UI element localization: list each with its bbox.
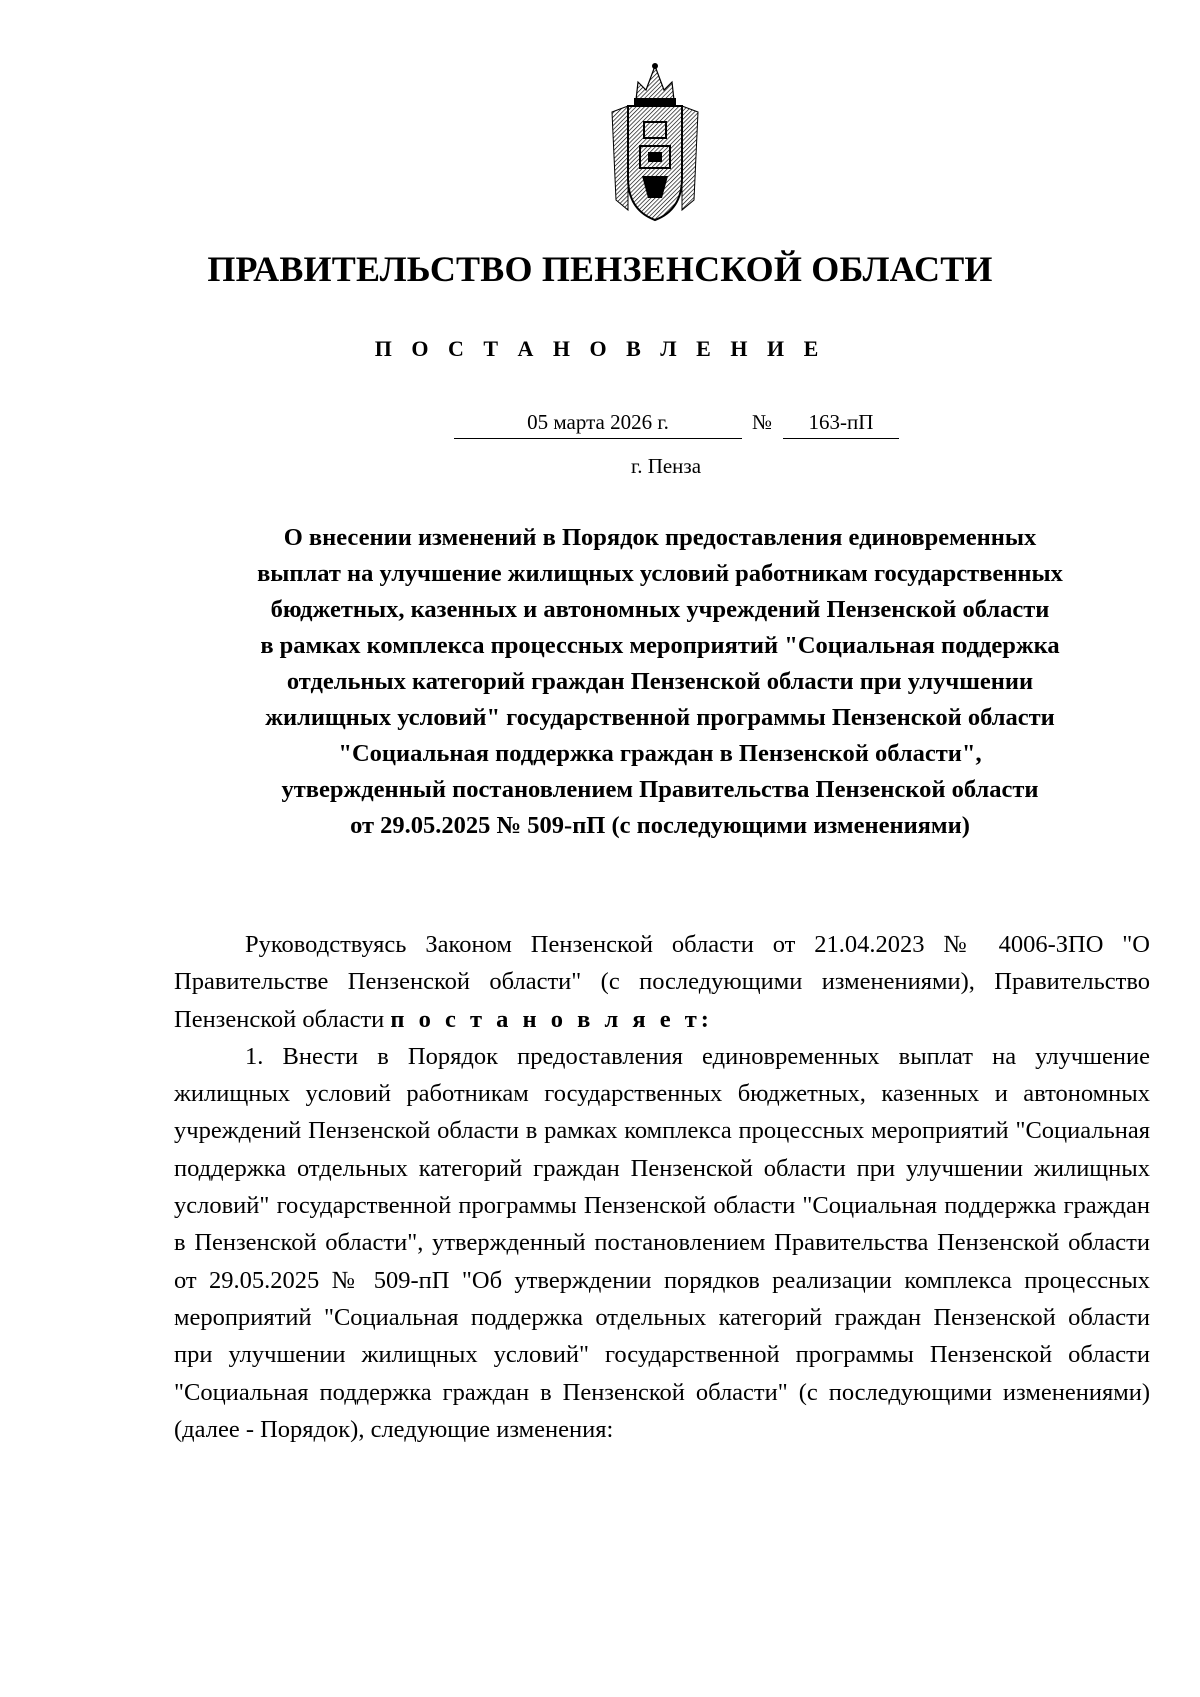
- organization-title: ПРАВИТЕЛЬСТВО ПЕНЗЕНСКОЙ ОБЛАСТИ: [207, 249, 993, 289]
- coat-of-arms-emblem: [606, 60, 704, 222]
- paragraph-item-1: 1. Внести в Порядок предоставления единовременных выплат на улучшение жилищных условий работникам государственных бюджетных, казенных и автономных учреждений Пензенской области в рамках комплекса процессных мероприятий "Социальная поддержка отдельных категорий граждан Пензенской области при улучшении жилищных условий" государственной программы Пензенской области "Социальная поддержка граждан в Пензенской области", утвержденный постановлением Правительства Пензенской области от 29.05.2025 № 509-пП "Об утверждении порядков реализации комплекса процессных мероприятий "Социальная поддержка отдельных категорий граждан Пензенской области при улучшении жилищных условий" государственной программы Пензенской области "Социальная поддержка граждан в Пензенской области" (с последующими изменениями) (далее - Порядок), следующие изменения:: [174, 1042, 1150, 1443]
- subject-line: "Социальная поддержка граждан в Пензенской области",: [338, 740, 982, 767]
- resolution-verb: п о с т а н о в л я е т:: [390, 1005, 713, 1033]
- document-number: 163-пП: [783, 410, 899, 439]
- number-sign: №: [751, 410, 773, 434]
- subject-line: утвержденный постановлением Правительства Пензенской области: [281, 776, 1039, 803]
- document-body: [174, 926, 1150, 1448]
- subject-line: жилищных условий" государственной программы Пензенской области: [265, 704, 1055, 731]
- subject-line: выплат на улучшение жилищных условий работникам государственных: [257, 560, 1063, 587]
- subject-line: отдельных категорий граждан Пензенской области при улучшении: [286, 668, 1034, 695]
- paragraph-preamble: [174, 926, 1150, 1038]
- preamble-text: Руководствуясь Законом Пензенской области от 21.04.2023 № 4006-ЗПО "О Правительстве Пензенской области" (с последующими изменениями), Правительство Пензенской области: [174, 931, 1150, 1033]
- subject-line: О внесении изменений в Порядок предоставления единовременных: [283, 524, 1037, 551]
- subject-line: в рамках комплекса процессных мероприятий "Социальная поддержка: [260, 632, 1060, 659]
- city: г. Пенза: [630, 454, 702, 478]
- document-date: 05 марта 2026 г.: [454, 410, 742, 439]
- subject-line: бюджетных, казенных и автономных учреждений Пензенской области: [270, 596, 1050, 623]
- document-type: П О С Т А Н О В Л Е Н И Е: [374, 336, 826, 361]
- subject-line: от 29.05.2025 № 509-пП (с последующими изменениями): [350, 812, 970, 839]
- document-subject: [170, 520, 1150, 844]
